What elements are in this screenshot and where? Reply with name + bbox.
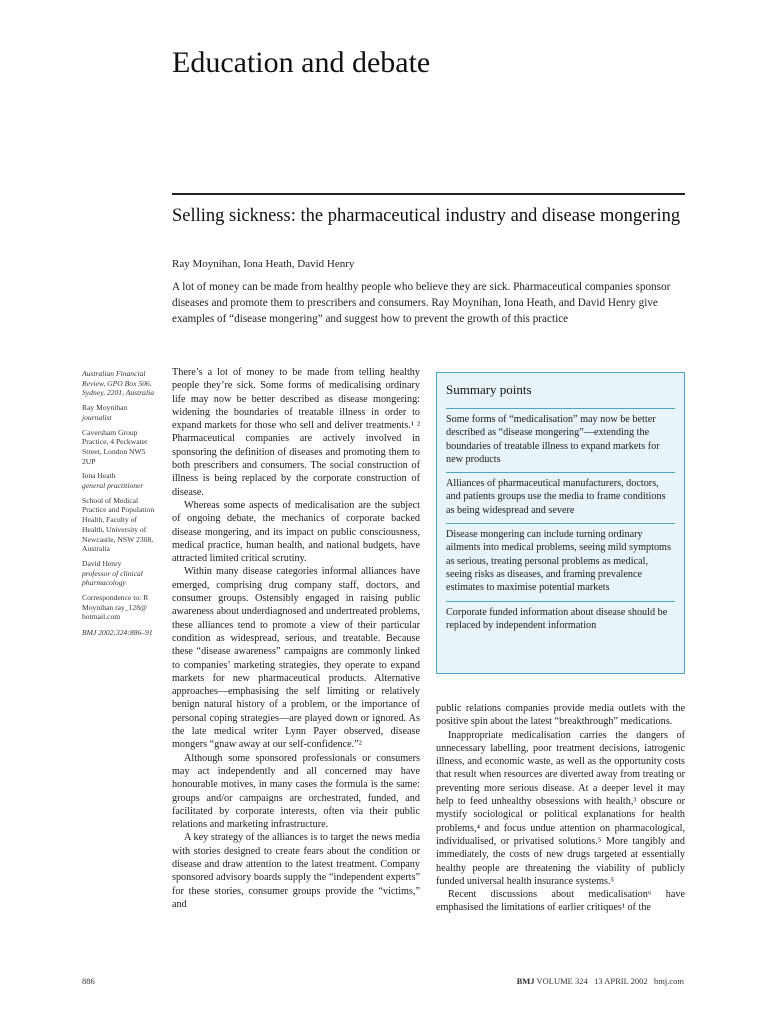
journal-name: BMJ [516, 976, 535, 986]
author-name-2: Iona Heath [82, 471, 116, 481]
correspondence: Correspondence to: R Moynihan ray_128@ hotmail.com [82, 593, 149, 622]
author-role-1: journalist [82, 412, 112, 422]
body-column-right [436, 702, 685, 915]
affiliation-2: Caversham Group Practice, 4 Peckwater Street, London NW5 2UP [82, 427, 148, 466]
summary-heading: Summary points [446, 382, 532, 397]
author-note-2 [82, 471, 160, 490]
author-affiliations [82, 369, 160, 643]
body-paragraph: Although some sponsored professionals or consumers may act independently and all concerned may have honourable motives, in many cases the formula is the same: groups and/or campaigns are orchestrated, funded, and facilitated by corporate interests, often via their public relations and marketing infrastructure. [172, 752, 420, 831]
article-title: Selling sickness: the pharmaceutical industry and disease mongering [172, 206, 681, 226]
article-authors: Ray Moynihan, Iona Heath, David Henry [172, 258, 355, 270]
journal-volume: VOLUME 324 [536, 976, 588, 986]
author-role-3: professor of clinical pharmacology [82, 568, 143, 588]
affiliation-1: Australian Financial Review, GPO Box 506, Sydney, 2201, Australia [82, 369, 154, 398]
title-rule [172, 193, 685, 195]
summary-box [436, 372, 685, 674]
section-title: Education and debate [172, 46, 431, 79]
author-name-1: Ray Moynihan [82, 403, 128, 413]
citation: BMJ 2002;324:886–91 [82, 628, 153, 638]
body-paragraph: Whereas some aspects of medicalisation are the subject of ongoing debate, the mechanics of corporate backed disease mongering, and its impact on public consciousness, medical practice, human health, and national budgets, have attracted limited critical scrutiny. [172, 499, 420, 565]
journal-date: 13 APRIL 2002 [594, 976, 648, 986]
body-column-left [172, 366, 420, 911]
author-note-3 [82, 559, 160, 588]
body-paragraph: Inappropriate medicalisation carries the dangers of unnecessary labelling, poor treatment decisions, iatrogenic illness, and economic waste, as well as the opportunity costs that result when resources are diverted away from treating or preventing more serious disease. At a deeper level it may help to feed unhealthy obsessions with health,³ obscure or mystify sociological or political explanations for health problems,⁴ and focus undue attention on pharmacological, individualised, or privatised solutions.⁵ More tangibly and immediately, the costs of new drugs targeted at essentially healthy people are threatening the viability of publicly funded universal health insurance systems.⁵ [436, 729, 685, 887]
body-paragraph: There’s a lot of money to be made from telling healthy people they’re sick. Some forms of medicalising ordinary life may now be better described as disease mongering: widening the boundaries of treatable illness in order to expand markets for those who sell and deliver treatments.¹ ² Pharmaceutical companies are actively involved in sponsoring the definition of diseases and promoting them to both prescribers and consumers. The social construction of illness is being replaced by the corporate construction of disease. [172, 367, 420, 498]
author-role-2: general practitioner [82, 481, 144, 491]
article-standfirst: A lot of money can be made from healthy people who believe they are sick. Pharmaceutical companies sponsor diseases and promote them to prescribers and consumers. Ray Moynihan, Iona Heath, and David Henry give examples of “disease mongering” and suggest how to prevent the growth of this practice [172, 281, 671, 325]
summary-point: Some forms of “medicalisation” may now be better described as “disease mongering”—extending the boundaries of treatable illness to expand markets for new products [446, 408, 675, 472]
summary-point: Corporate funded information about disease should be replaced by independent information [446, 601, 675, 639]
summary-point: Alliances of pharmaceutical manufacturers, doctors, and patients groups use the media to frame conditions as being widespread and severe [446, 472, 675, 523]
body-paragraph: Recent discussions about medicalisation⁶ have emphasised the limitations of earlier critiques¹ of the [436, 889, 685, 914]
journal-footer [517, 976, 684, 986]
author-note-1 [82, 403, 160, 422]
author-name-3: David Henry [82, 558, 122, 568]
page-number: 886 [82, 976, 95, 986]
summary-point: Disease mongering can include turning ordinary ailments into medical problems, seeing mild symptoms as serious, treating personal problems as medical, seeing risks as diseases, and framing prevalence estimates to maximise potential markets [446, 523, 675, 600]
body-paragraph: public relations companies provide media outlets with the positive spin about the latest “breakthrough” medications. [436, 703, 685, 728]
journal-website: bmj.com [654, 976, 684, 986]
affiliation-3: School of Medical Practice and Population Health, Faculty of Health, University of Newcastle, NSW 2308, Australia [82, 495, 155, 554]
body-paragraph: Within many disease categories informal alliances have emerged, comprising drug company staff, doctors, and consumer groups. Ostensibly engaged in raising public awareness about underdiagnosed and undertreated problems, these alliances tend to promote a view of their particular condition as widespread, serious, and treatable. Because these “disease awareness” campaigns are commonly linked to companies’ marketing strategies, they operate to expand markets for new pharmaceutical products. Alternative approaches—emphasising the self limiting or relatively benign natural history of a problem, or the importance of personal coping strategies—are played down or ignored. As the late medical writer Lynn Payer observed, disease mongers “gnaw away at our self-confidence.”² [172, 566, 420, 751]
body-paragraph: A key strategy of the alliances is to target the news media with stories designed to create fears about the condition or disease and draw attention to the latest treatment. Company sponsored advisory boards supply the “independent experts” for these stories, consumer groups provide the “victims,” and [172, 832, 420, 910]
